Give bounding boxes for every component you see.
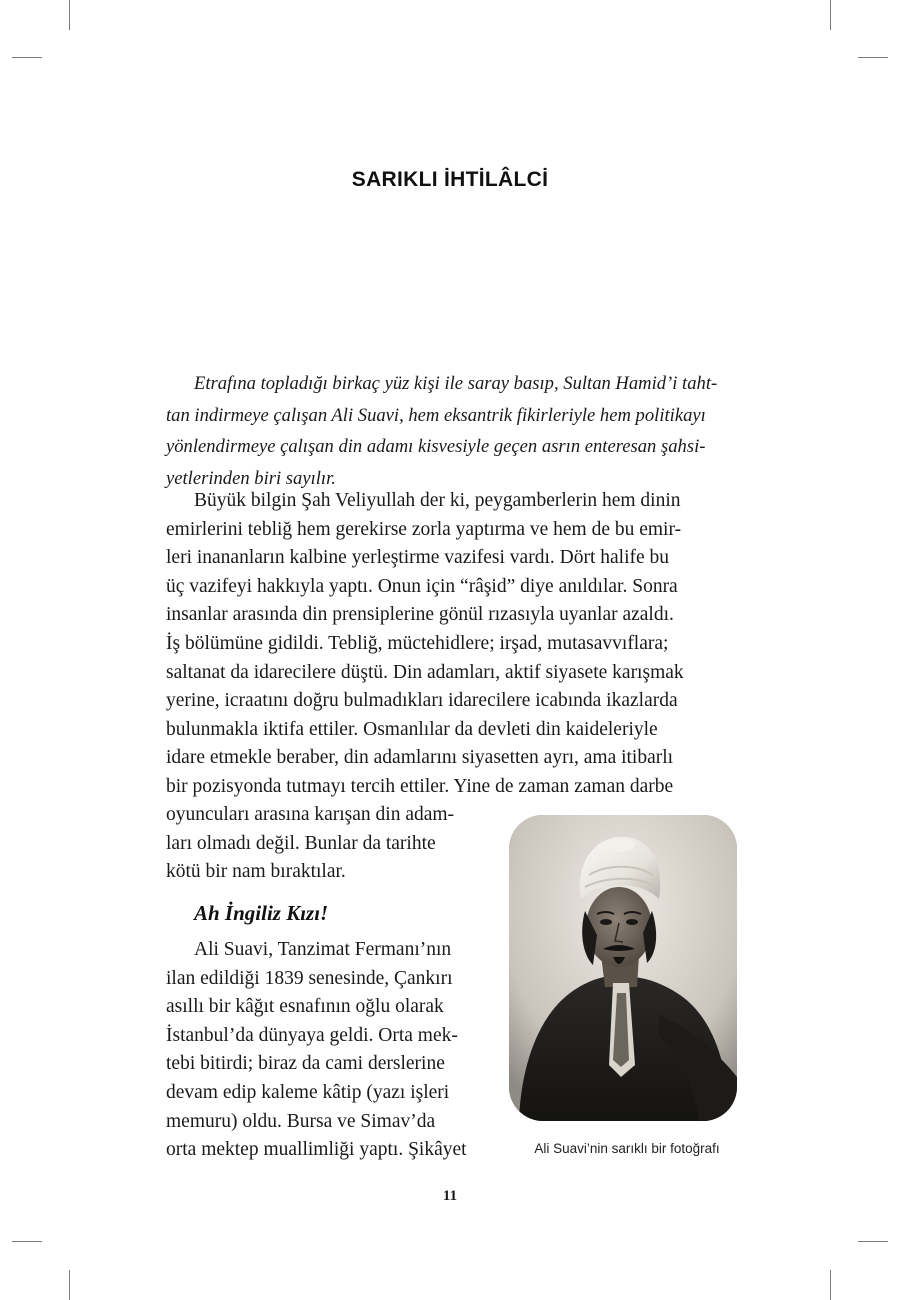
body-line: yerine, icraatını doğru bulmadıkları idarecilere icabında ikazlarda (166, 690, 678, 712)
body-line: tebi bitirdi; biraz da cami derslerine (166, 1053, 445, 1075)
section-paragraph (166, 936, 488, 1165)
crop-mark-right-lower (858, 1241, 888, 1242)
body-line: ları olmadı değil. Bunlar da tarihte (166, 832, 436, 854)
intro-line: tan indirmeye çalışan Ali Suavi, hem eksantrik fikirleriyle hem politikayı (166, 404, 706, 426)
crop-mark-bottom-right (830, 1270, 831, 1300)
body-line: Büyük bilgin Şah Veliyullah der ki, peygamberlerin hem dinin (194, 490, 681, 511)
intro-line: Etrafına topladığı birkaç yüz kişi ile saray basıp, Sultan Hamid’i taht- (194, 373, 718, 394)
body-line: ilan edildiği 1839 senesinde, Çankırı (166, 967, 453, 989)
body-line: İstanbul’da dünyaya geldi. Orta mek- (166, 1024, 458, 1046)
body-line: kötü bir nam bıraktılar. (166, 861, 346, 883)
crop-mark-left-upper (12, 57, 42, 58)
chapter-title: SARIKLI İHTİLÂLCİ (351, 168, 549, 191)
crop-mark-top-left (69, 0, 70, 30)
body-line: orta mektep muallimliği yaptı. Şikâyet (166, 1139, 467, 1161)
crop-mark-left-lower (12, 1241, 42, 1242)
portrait-image (509, 815, 737, 1121)
body-line: üç vazifeyi hakkıyla yaptı. Onun için “râşid” diye anıldılar. Sonra (166, 575, 678, 597)
body-line: idare etmekle beraber, din adamlarını siyasetten ayrı, ama itibarlı (166, 747, 674, 769)
body-line: saltanat da idarecilere düştü. Din adamları, aktif siyasete karışmak (166, 661, 684, 683)
crop-mark-right-upper (858, 57, 888, 58)
body-line: bir pozisyonda tutmayı tercih ettiler. Yine de zaman zaman darbe (166, 775, 674, 797)
body-line: devam edip kaleme kâtip (yazı işleri (166, 1081, 450, 1103)
body-line: insanlar arasında din prensiplerine gönül rızasıyla uyanlar azaldı. (166, 604, 674, 626)
body-paragraph (166, 487, 746, 802)
body-line: asıllı bir kâğıt esnafının oğlu olarak (166, 996, 444, 1018)
intro-line: yetlerinden biri sayılır. (166, 467, 336, 489)
crop-mark-top-right (830, 0, 831, 30)
body-line: Ali Suavi, Tanzimat Fermanı’nın (194, 939, 452, 960)
section-subheading: Ah İngiliz Kızı! (194, 901, 329, 925)
body-line: leri inananların kalbine yerleştirme vazifesi vardı. Dört halife bu (166, 547, 670, 569)
portrait-photo (509, 815, 737, 1121)
continuation-paragraph (166, 801, 488, 887)
crop-mark-bottom-left (69, 1270, 70, 1300)
intro-paragraph (166, 368, 746, 494)
photo-caption: Ali Suavi’nin sarıklı bir fotoğrafı (534, 1141, 720, 1156)
body-line: İş bölümüne gidildi. Tebliğ, müctehidlere; irşad, mutasavvıflara; (166, 632, 669, 654)
body-line: oyuncuları arasına karışan din adam- (166, 804, 455, 825)
page-number: 11 (442, 1188, 458, 1204)
body-line: emirlerini tebliğ hem gerekirse zorla yaptırma ve hem de bu emir- (166, 518, 682, 540)
body-line: bulunmakla iktifa ettiler. Osmanlılar da devleti din kaideleriyle (166, 718, 658, 740)
body-line: memuru) oldu. Bursa ve Simav’da (166, 1110, 436, 1132)
intro-line: yönlendirmeye çalışan din adamı kisvesiyle geçen asrın enteresan şahsi- (166, 436, 706, 457)
